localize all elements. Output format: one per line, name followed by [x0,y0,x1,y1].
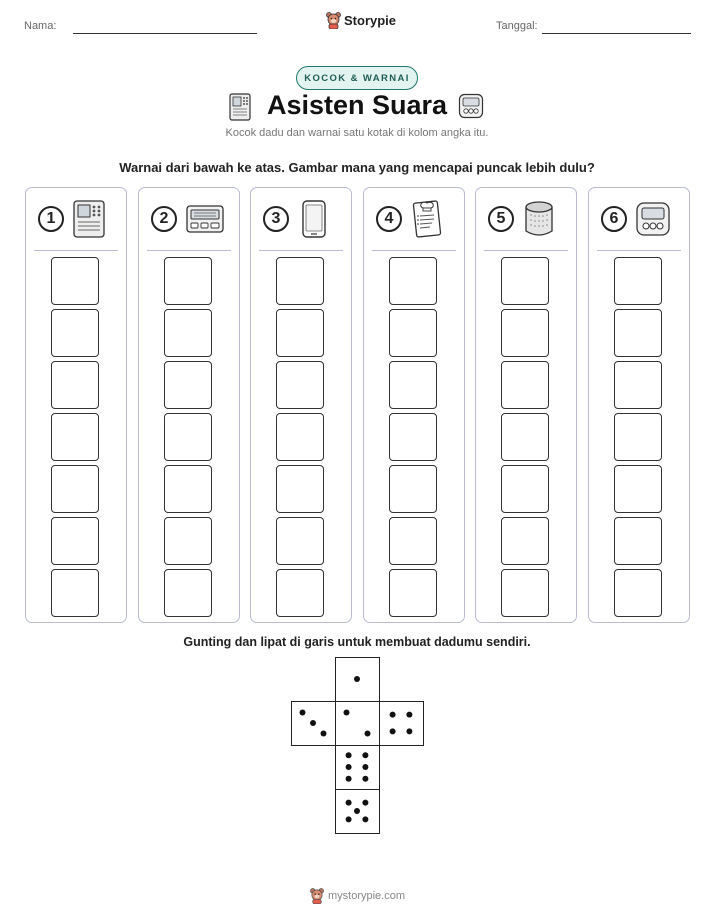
die-pip [346,764,352,770]
color-box[interactable] [614,361,662,409]
color-box[interactable] [389,309,437,357]
die-pip [406,728,412,734]
color-box[interactable] [276,465,324,513]
color-box[interactable] [164,361,212,409]
column-divider [372,250,456,251]
column-divider [597,250,681,251]
smartphone-icon [297,199,331,239]
die-pip [321,731,327,737]
column-number: 5 [488,206,514,232]
recipe-card-icon [410,199,444,239]
die-pip [354,808,360,814]
column-header [589,188,689,251]
die-face [335,657,380,702]
subtitle: Kocok dadu dan warnai satu kotak di kolom angka itu. [225,127,489,139]
column-number: 4 [376,206,402,232]
color-box[interactable] [614,569,662,617]
color-box[interactable] [389,257,437,305]
color-box[interactable] [614,465,662,513]
color-box[interactable] [614,517,662,565]
color-box[interactable] [501,517,549,565]
column-number: 3 [263,206,289,232]
color-box[interactable] [276,361,324,409]
color-box[interactable] [276,257,324,305]
color-box[interactable] [501,257,549,305]
name-line [73,33,257,34]
column-number: 6 [601,206,627,232]
color-box[interactable] [614,309,662,357]
die-pip [354,676,360,682]
die-face [379,701,424,746]
activity-badge: KOCOK & WARNAI [296,66,418,90]
color-box[interactable] [389,517,437,565]
die-pip [344,710,350,716]
die-pip [390,712,396,718]
color-box[interactable] [614,257,662,305]
color-box[interactable] [501,569,549,617]
column-divider [259,250,343,251]
brand-logo [326,12,396,29]
die-pip [346,800,352,806]
footer-url: mystorypie.com [328,890,406,902]
column-divider [147,250,231,251]
smart-display-icon [458,93,484,119]
color-box[interactable] [389,465,437,513]
color-box[interactable] [501,465,549,513]
column-header [251,188,351,251]
die-face [335,701,380,746]
color-box[interactable] [501,309,549,357]
smart-speaker-cylinder-icon [522,199,556,239]
column-number: 2 [151,206,177,232]
column-5 [475,187,577,623]
column-header [26,188,126,251]
color-box[interactable] [164,309,212,357]
color-box[interactable] [276,413,324,461]
date-label: Tanggal: [496,20,538,32]
color-box[interactable] [164,465,212,513]
color-box[interactable] [389,361,437,409]
color-box[interactable] [51,413,99,461]
column-number: 1 [38,206,64,232]
radio-device-icon [185,199,225,239]
die-pip [365,731,371,737]
smart-speaker-panel-icon [72,199,106,239]
die-pip [362,800,368,806]
color-box[interactable] [389,569,437,617]
color-box[interactable] [276,569,324,617]
cut-instruction: Gunting dan lipat di garis untuk membuat dadumu sendiri. [183,635,531,649]
instruction-text: Warnai dari bawah ke atas. Gambar mana yang mencapai puncak lebih dulu? [119,160,595,175]
color-box[interactable] [51,257,99,305]
die-pip [362,816,368,822]
color-box[interactable] [51,465,99,513]
name-label: Nama: [24,20,57,32]
die-pip [310,720,316,726]
color-box[interactable] [51,569,99,617]
die-pip [362,764,368,770]
color-box[interactable] [164,257,212,305]
color-box[interactable] [389,413,437,461]
column-6 [588,187,690,623]
color-box[interactable] [51,517,99,565]
column-3 [250,187,352,623]
die-pip [362,752,368,758]
column-1 [25,187,127,623]
die-pip [406,712,412,718]
color-box[interactable] [164,517,212,565]
column-header [364,188,464,251]
bear-mascot-icon [310,888,324,904]
color-box[interactable] [501,413,549,461]
color-box[interactable] [276,517,324,565]
die-pip [300,710,306,716]
page-title: Asisten Suara [266,90,448,120]
smart-display-icon [635,199,671,239]
die-pip [346,816,352,822]
die-face [335,789,380,834]
color-box[interactable] [164,569,212,617]
column-header [476,188,576,251]
die-pip [346,752,352,758]
color-box[interactable] [614,413,662,461]
column-divider [484,250,568,251]
bear-mascot-icon [326,12,341,29]
date-line [542,33,691,34]
color-box[interactable] [164,413,212,461]
die-pip [390,728,396,734]
footer [310,888,405,904]
die-face [291,701,336,746]
color-box[interactable] [501,361,549,409]
die-pip [362,776,368,782]
die-pip [346,776,352,782]
column-4 [363,187,465,623]
die-face [335,745,380,790]
color-box[interactable] [276,309,324,357]
color-box[interactable] [51,309,99,357]
column-header [139,188,239,251]
column-divider [34,250,118,251]
brand-name: Storypie [344,13,397,28]
color-box[interactable] [51,361,99,409]
column-2 [138,187,240,623]
